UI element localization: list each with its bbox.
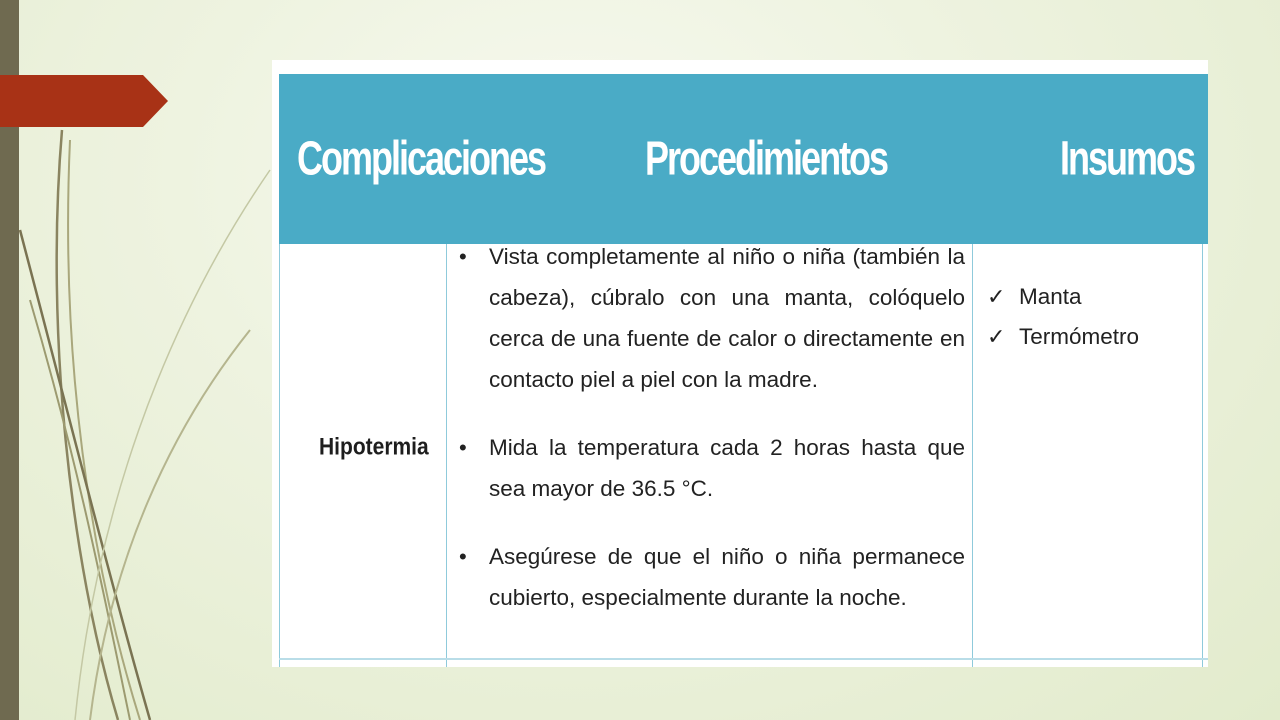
bullet-icon: • — [459, 244, 467, 269]
insumo-text: Manta — [1019, 284, 1082, 309]
table-header — [279, 74, 1208, 244]
procedimiento-text: Asegúrese de que el niño o niña permanece cubierto, especialmente durante la noche. — [489, 544, 965, 610]
table-body — [279, 244, 1208, 667]
check-icon: ✓ — [987, 324, 1006, 349]
header-insumos: Insumos — [1060, 130, 1195, 186]
column-divider — [446, 244, 447, 667]
top-strip — [272, 60, 1208, 74]
column-divider — [972, 244, 973, 667]
row-divider — [279, 658, 1208, 660]
list-item — [455, 236, 965, 400]
accent-arrow-tab — [0, 75, 168, 127]
header-complicaciones: Complicaciones — [297, 130, 546, 186]
procedimiento-text: Mida la temperatura cada 2 horas hasta que sea mayor de 36.5 °C. — [489, 435, 965, 501]
table-image — [272, 60, 1208, 667]
complicacion-cell: Hipotermia — [319, 434, 429, 461]
list-item — [987, 317, 1139, 357]
procedimientos-list — [455, 236, 965, 645]
bullet-icon: • — [459, 544, 467, 569]
list-item — [987, 277, 1139, 317]
column-divider — [279, 244, 280, 667]
header-procedimientos: Procedimientos — [645, 130, 888, 186]
column-divider — [1202, 244, 1203, 667]
check-icon: ✓ — [987, 284, 1006, 309]
bullet-icon: • — [459, 435, 467, 460]
insumos-list — [987, 277, 1139, 357]
list-item — [455, 536, 965, 618]
list-item — [455, 427, 965, 509]
procedimiento-text: Vista completamente al niño o niña (también la cabeza), cúbralo con una manta, colóquelo cerca de una fuente de calor o directamente en contacto piel a piel con la madre. — [489, 244, 965, 392]
insumo-text: Termómetro — [1019, 324, 1140, 349]
